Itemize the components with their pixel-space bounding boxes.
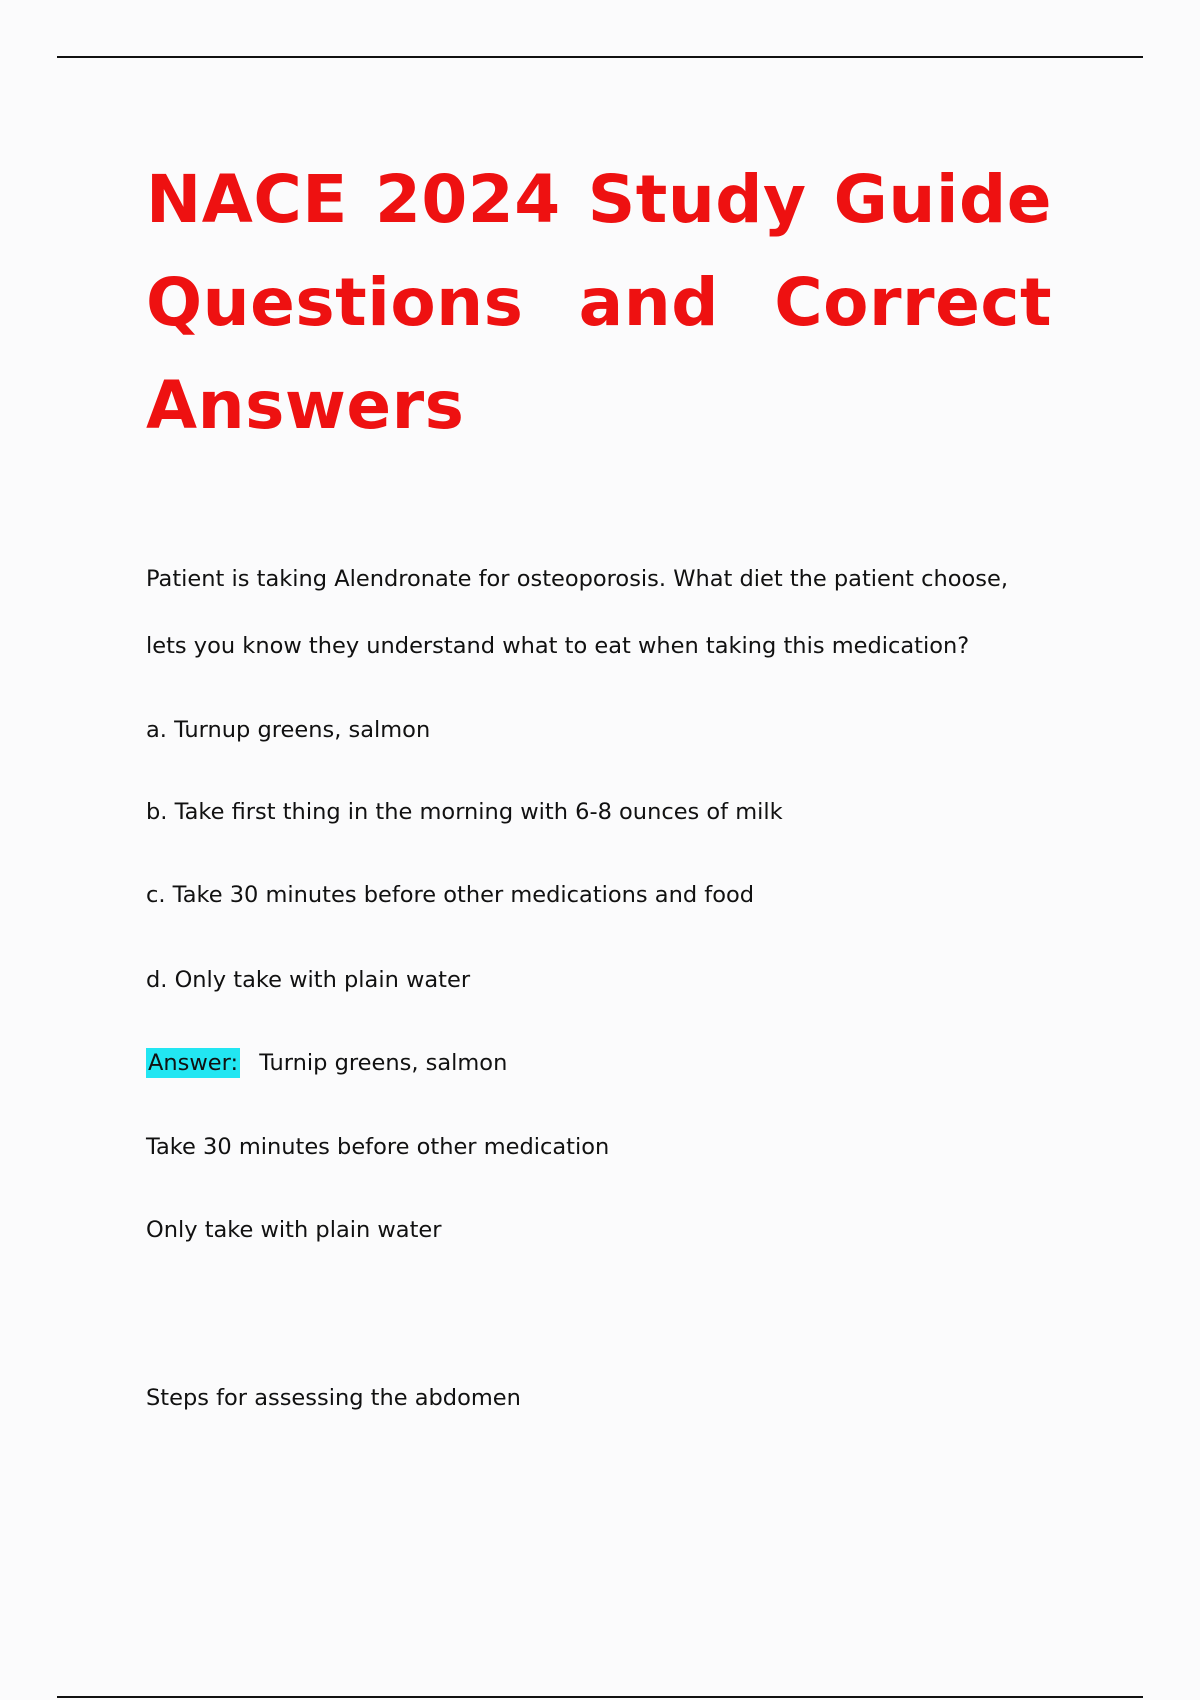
- option-a: a. Turnup greens, salmon: [146, 717, 431, 743]
- title-line-1: [146, 148, 1052, 251]
- title-line-2: [146, 251, 1052, 354]
- title-word: NACE: [146, 160, 348, 238]
- question-line-1: Patient is taking Alendronate for osteoporosis. What diet the patient choose,: [146, 566, 1008, 592]
- title-word: Study: [587, 160, 807, 238]
- answer-extra-1: Take 30 minutes before other medication: [146, 1134, 610, 1160]
- title-word: Questions: [146, 263, 524, 341]
- document-title: [146, 148, 1052, 457]
- top-rule: [57, 56, 1143, 58]
- answer-label: Answer:: [148, 1050, 239, 1076]
- option-b: b. Take first thing in the morning with 6-8 ounces of milk: [146, 799, 783, 825]
- option-d: d. Only take with plain water: [146, 967, 471, 993]
- title-word: 2024: [374, 160, 561, 238]
- next-question: Steps for assessing the abdomen: [146, 1385, 521, 1411]
- answer-line: [146, 1050, 1066, 1077]
- option-c: c. Take 30 minutes before other medications and food: [146, 882, 755, 908]
- title-word: and: [578, 263, 719, 341]
- answer-extra-2: Only take with plain water: [146, 1217, 442, 1243]
- title-word: Correct: [774, 263, 1052, 341]
- question-line-2: lets you know they understand what to eat when taking this medication?: [146, 633, 970, 659]
- title-line-3: [146, 354, 1052, 457]
- answer-text: Turnip greens, salmon: [259, 1050, 508, 1076]
- bottom-rule: [57, 1696, 1143, 1698]
- title-word: Answers: [146, 366, 465, 444]
- title-word: Guide: [833, 160, 1052, 238]
